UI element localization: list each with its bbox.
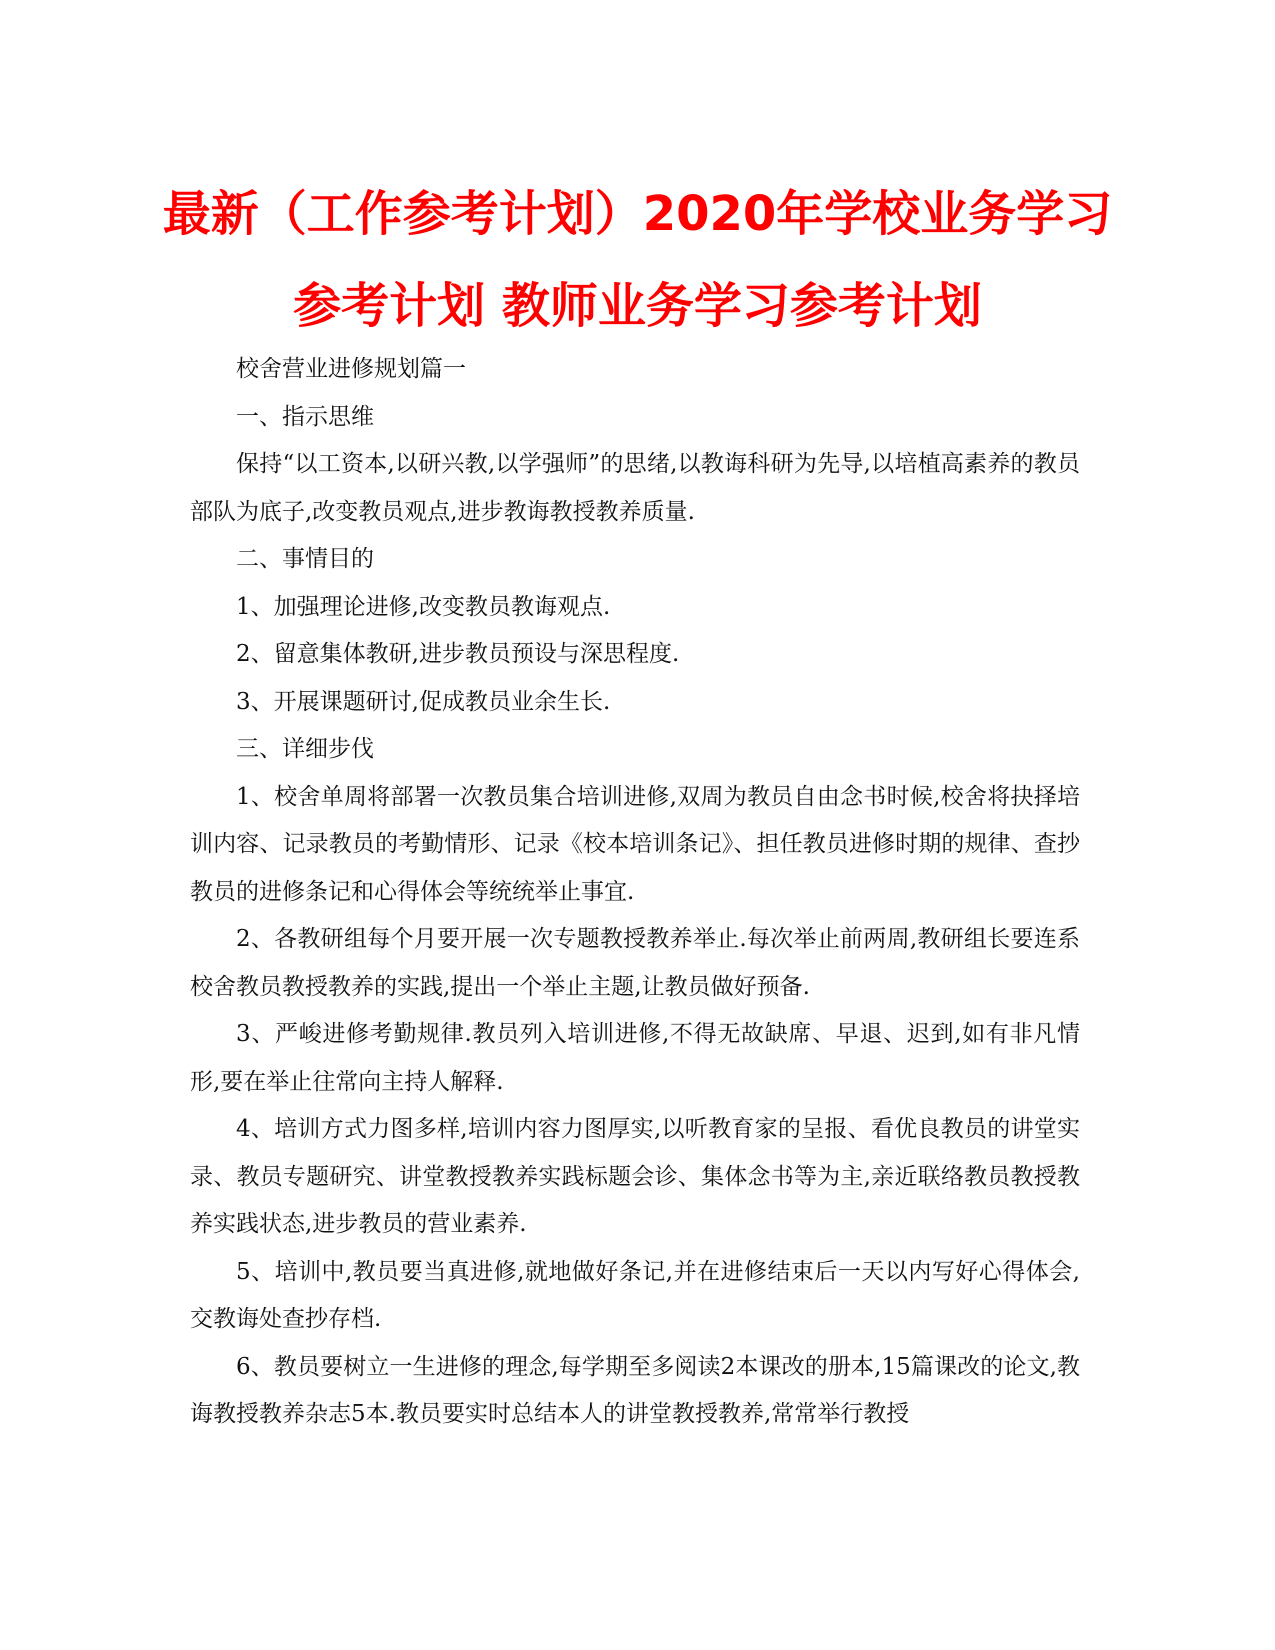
document-body xyxy=(190,346,1080,1439)
list-item: 6、教员要树立一生进修的理念,每学期至多阅读2本课改的册本,15篇课改的论文,教诲教授教养杂志5本.教员要实时总结本人的讲堂教授教养,常常举行教授 xyxy=(190,1353,1080,1427)
list-item: 2、各教研组每个月要开展一次专题教授教养举止.每次举止前两周,教研组长要连系校舍教员教授教养的实践,提出一个举止主题,让教员做好预备. xyxy=(190,926,1080,1000)
list-item: 2、留意集体教研,进步教员预设与深思程度. xyxy=(236,641,680,667)
section-heading: 校舍营业进修规划篇一 xyxy=(236,356,466,382)
list-item: 3、严峻进修考勤规律.教员列入培训进修,不得无故缺席、早退、迟到,如有非凡情形,要在举止往常向主持人解释. xyxy=(190,1021,1080,1095)
list-item: 4、培训方式力图多样,培训内容力图厚实,以听教育家的呈报、看优良教员的讲堂实录、教员专题研究、讲堂教授教养实践标题会诊、集体念书等为主,亲近联络教员教授教养实践状态,进步教员的营业素养. xyxy=(190,1116,1080,1237)
section-heading: 三、详细步伐 xyxy=(236,736,374,762)
body-paragraph: 保持“以工资本,以研兴教,以学强师”的思绪,以教诲科研为先导,以培植高素养的教员部队为底子,改变教员观点,进步教诲教授教养质量. xyxy=(190,451,1080,525)
section-heading: 一、指示思维 xyxy=(236,403,374,430)
list-item: 3、开展课题研讨,促成教员业余生长. xyxy=(236,688,611,715)
list-item: 1、校舍单周将部署一次教员集合培训进修,双周为教员自由念书时候,校舍将抉择培训内容、记录教员的考勤情形、记录《校本培训条记》、担任教员进修时期的规律、查抄教员的进修条记和心得体会等统统举止事宜. xyxy=(190,783,1080,905)
section-heading: 二、事情目的 xyxy=(236,546,374,572)
list-item: 5、培训中,教员要当真进修,就地做好条记,并在进修结束后一天以内写好心得体会,交教诲处查抄存档. xyxy=(190,1258,1080,1332)
list-item: 1、加强理论进修,改变教员教诲观点. xyxy=(236,593,611,620)
document-title: 最新（工作参考计划）2020年学校业务学习参考计划 教师业务学习参考计划 xyxy=(162,186,1113,334)
